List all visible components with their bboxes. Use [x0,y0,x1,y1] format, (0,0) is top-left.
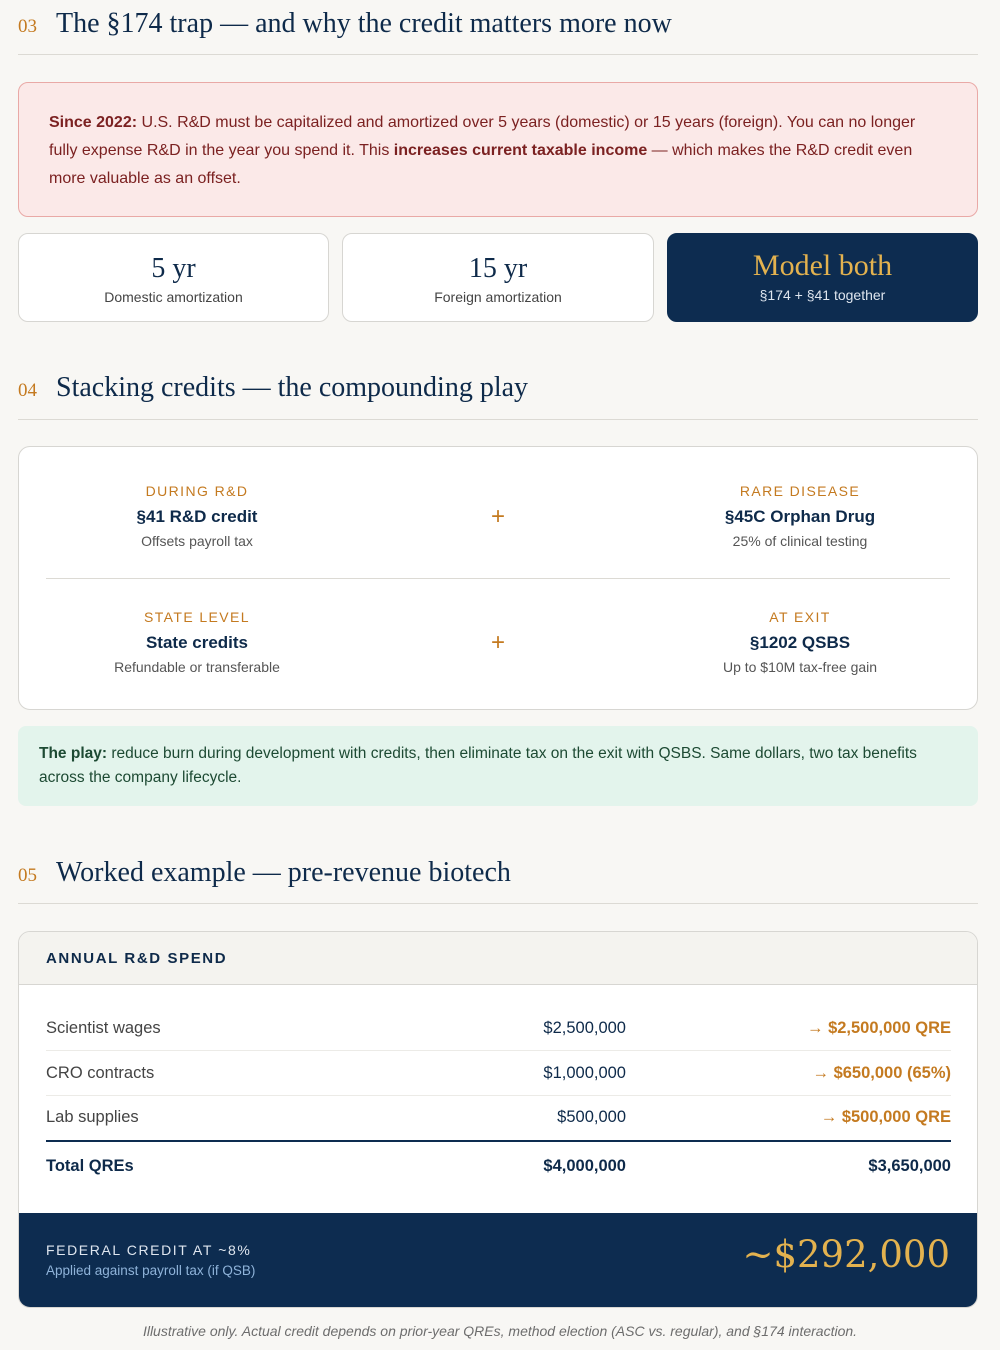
stat-label: §174 + §41 together [759,287,886,303]
table-row [46,1052,951,1096]
grid-divider [46,578,950,579]
footnote: Illustrative only. Actual credit depends on prior-year QREs, method election (ASC vs. regular), and §174 interaction. [142,1323,858,1339]
stacking-credits-grid [18,446,978,710]
total-qre: $3,650,000 [868,1157,951,1175]
section-title: Worked example — pre-revenue biotech [56,857,511,888]
stat-card-domestic [18,233,329,322]
play-text: reduce burn during development with credits, then eliminate tax on the exit with QSBS. Same dollars, two tax benefits across the company lifecycle. [39,745,917,786]
plus-icon: + [490,629,505,656]
section-number: 04 [18,380,37,401]
credit-caption: DURING R&D [145,483,249,499]
stat-label: Domestic amortization [104,289,243,305]
section-174-alert [18,82,978,217]
credit-sublabel: Applied against payroll tax (if QSB) [46,1263,256,1278]
row-qre: → $650,000 (65%) [812,1064,951,1082]
credit-cell-state [47,609,347,675]
section-header-04 [18,372,978,420]
credit-cell-qsbs [650,609,950,675]
credit-description: Offsets payroll tax [141,533,253,549]
credit-name: §1202 QSBS [749,633,851,652]
section-header-03 [18,8,978,55]
worked-example-card [18,931,978,1308]
row-item: Scientist wages [46,1019,161,1037]
credit-cell-rd [47,483,347,549]
section-number: 03 [18,16,37,37]
row-item: Lab supplies [46,1108,139,1126]
row-spend: $1,000,000 [543,1064,626,1082]
section-header-05 [18,857,978,904]
alert-lead: Since 2022: [49,114,138,131]
credit-name: §41 R&D credit [136,507,258,526]
alert-text: U.S. R&D must be capitalized and amortized over 5 years (domestic) or 15 years (foreign). You can no longer fully expense R&D in the year you spend it. This [49,114,916,159]
stat-card-foreign [342,233,654,322]
stat-value: 5 yr [151,253,196,284]
credit-caption: RARE DISEASE [739,483,861,499]
alert-emphasis: increases current taxable income [393,142,648,159]
credit-amount: ~$292,000 [742,1233,950,1276]
example-header: ANNUAL R&D SPEND [19,932,977,985]
federal-credit-banner [19,1213,977,1307]
total-row [46,1140,951,1188]
play-lead: The play: [39,745,108,762]
credit-cell-orphan [650,483,950,549]
credit-caption: STATE LEVEL [144,609,250,625]
credit-label: FEDERAL CREDIT AT ~8% [46,1242,252,1258]
credit-description: Refundable or transferable [114,659,280,675]
stat-label: Foreign amortization [434,289,562,305]
row-spend: $2,500,000 [543,1019,626,1037]
total-spend: $4,000,000 [543,1157,626,1175]
stat-card-model-both [667,233,978,322]
plus-icon: + [490,503,505,530]
credit-caption: AT EXIT [769,609,831,625]
table-row [46,1096,951,1140]
table-row [46,1007,951,1051]
section-title: Stacking credits — the compounding play [56,372,529,403]
stat-value: Model both [752,249,893,282]
section-title: The §174 trap — and why the credit matters more now [56,8,672,39]
row-qre: → $2,500,000 QRE [806,1019,951,1037]
total-label: Total QREs [46,1157,134,1175]
play-note [18,726,978,806]
row-qre: → $500,000 QRE [820,1108,951,1126]
credit-name: State credits [145,633,249,652]
alert-text-end: — which makes the R&D credit even more valuable as an offset. [49,142,913,187]
row-item: CRO contracts [46,1064,155,1082]
credit-name: §45C Orphan Drug [724,507,876,526]
stat-value: 15 yr [468,253,528,284]
section-number: 05 [18,865,37,886]
credit-description: 25% of clinical testing [732,533,868,549]
row-spend: $500,000 [557,1108,626,1126]
credit-description: Up to $10M tax-free gain [722,659,878,675]
